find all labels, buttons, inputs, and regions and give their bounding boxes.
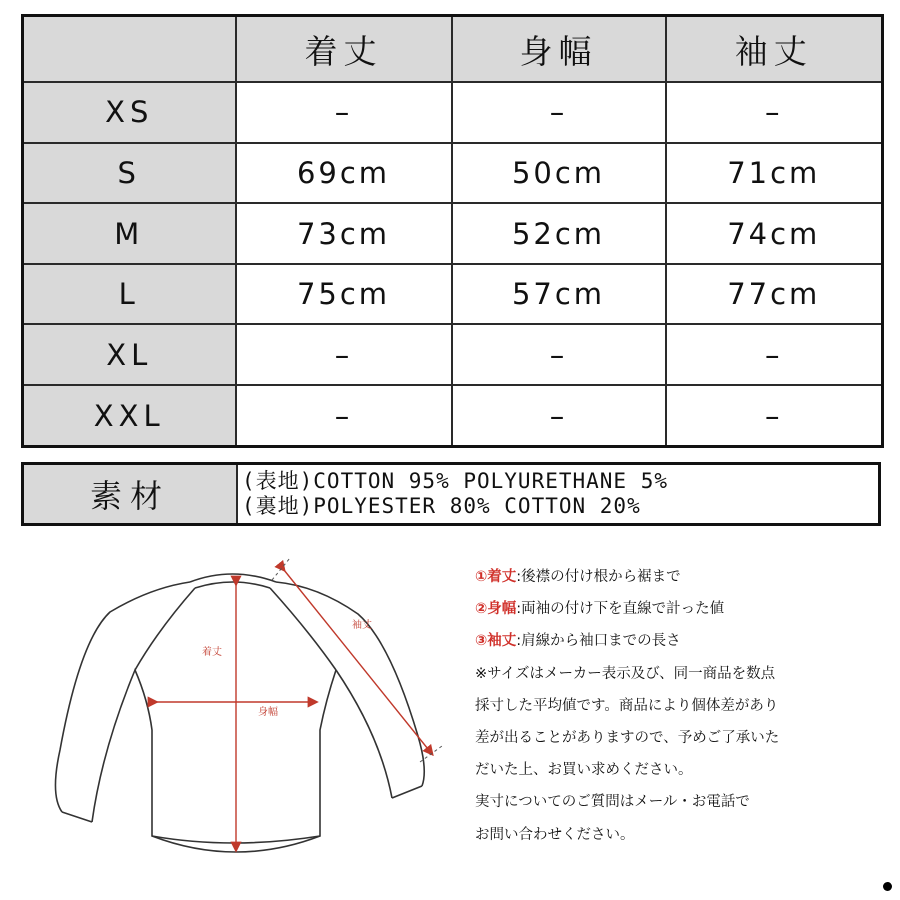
size-table (21, 14, 884, 448)
note-item (475, 625, 885, 657)
table-row (23, 385, 883, 446)
material-label: 素材 (23, 464, 238, 525)
material-values (237, 464, 880, 525)
note-item (475, 593, 885, 625)
width-value: – (452, 82, 666, 143)
sleeve-value: 71cm (666, 143, 883, 204)
measurement-notes (475, 561, 885, 851)
corner-dot (883, 882, 892, 891)
note-text: :肩線から袖口までの長さ (516, 633, 681, 650)
sleeve-value: – (666, 82, 883, 143)
shirt-outline (55, 574, 424, 852)
disclaimer-line: ※サイズはメーカー表示及び、同一商品を数点 (475, 665, 776, 682)
sleeve-value: 77cm (666, 264, 883, 325)
sleeve-label: 袖丈 (352, 620, 372, 631)
size-label: S (23, 143, 236, 204)
length-value: – (236, 385, 452, 446)
note-item (475, 561, 885, 593)
width-label: 身幅 (258, 707, 278, 718)
table-row (23, 203, 883, 264)
size-label: XXL (23, 385, 236, 446)
table-row (23, 324, 883, 385)
table-row (23, 264, 883, 325)
disclaimer-line: だいた上、お買い求めください。 (475, 762, 693, 779)
length-value: – (236, 82, 452, 143)
material-table (21, 462, 881, 526)
note-text: :後襟の付け根から裾まで (516, 569, 681, 585)
header-length: 着丈 (236, 16, 452, 83)
disclaimer-line: 実寸についてのご質問はメール・お電話で (475, 794, 750, 811)
material-line-outer: (表地)COTTON 95% POLYURETHANE 5% (242, 469, 669, 493)
disclaimer-line: 差が出ることがありますので、予めご了承いた (475, 730, 780, 747)
sleeve-value: – (666, 324, 883, 385)
size-label: L (23, 264, 236, 325)
length-value: 69cm (236, 143, 452, 204)
size-label: XS (23, 82, 236, 143)
measurement-arrows (156, 570, 432, 850)
note-text: :両袖の付け下を直線で計った値 (516, 601, 725, 618)
width-value: – (452, 385, 666, 446)
width-value: 57cm (452, 264, 666, 325)
disclaimer-line: 採寸した平均値です。商品により個体差があり (475, 697, 779, 714)
table-row (23, 82, 883, 143)
header-sleeve: 袖丈 (666, 16, 883, 83)
garment-diagram (40, 550, 460, 890)
length-value: 75cm (236, 264, 452, 325)
material-line-lining: (裏地)POLYESTER 80% COTTON 20% (242, 494, 641, 518)
size-table-header-row (23, 16, 883, 83)
length-value: 73cm (236, 203, 452, 264)
sleeve-arrow (284, 570, 432, 754)
sleeve-value: – (666, 385, 883, 446)
material-row (23, 464, 880, 525)
table-row (23, 143, 883, 204)
note-key: ①着丈 (475, 569, 517, 585)
length-label: 着丈 (202, 647, 222, 658)
width-value: 52cm (452, 203, 666, 264)
header-corner-cell (23, 16, 236, 83)
note-key: ②身幅 (475, 601, 517, 618)
header-width: 身幅 (452, 16, 666, 83)
disclaimer-line: お問い合わせください。 (475, 826, 635, 843)
raglan-shirt-illustration (40, 550, 460, 890)
width-value: – (452, 324, 666, 385)
sleeve-value: 74cm (666, 203, 883, 264)
width-value: 50cm (452, 143, 666, 204)
size-label: M (23, 203, 236, 264)
length-value: – (236, 324, 452, 385)
note-key: ③袖丈 (475, 633, 517, 650)
size-label: XL (23, 324, 236, 385)
